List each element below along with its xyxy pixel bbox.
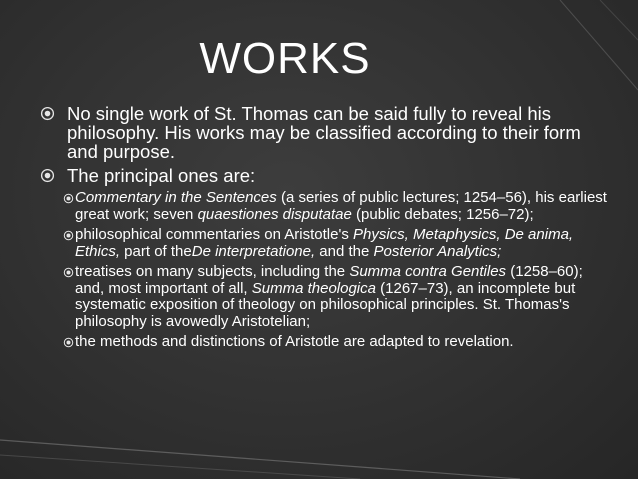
text-run: De interpretatione, [191, 242, 316, 260]
bullet-text: No single work of St. Thomas can be said fully to reveal his philosophy. His works may be classified according to their form and purpose. [67, 103, 581, 162]
text-run: (1267–73), an incomplete but systematic exposition of theology on philosophical principles. St. Thomas's philosophy is avowedly Aristotelian; [75, 279, 576, 330]
text-run: quaestiones disputatae [197, 205, 352, 223]
bullet-point [40, 104, 615, 161]
bullet-point [40, 166, 615, 185]
bullet-text: The principal ones are: [67, 165, 256, 186]
circle-target-icon [40, 168, 55, 183]
sub-bullet-text [75, 189, 607, 223]
circle-target-icon [63, 267, 74, 278]
text-run: (1258–60); and, most important of all, [75, 263, 583, 297]
sub-bullet-point [40, 264, 615, 330]
slide-content [40, 104, 615, 355]
text-run: (public debates; 1256–72); [351, 205, 534, 223]
text-run: Physics, Metaphysics, De anima, Ethics, [75, 226, 574, 260]
text-run: Summa theologica [251, 279, 376, 297]
circle-target-icon [63, 193, 74, 204]
text-run: the methods and distinctions of Aristotle are adapted to revelation. [75, 333, 514, 350]
text-run: (a series of public lectures; 1254–56), his earliest great work; seven [75, 189, 607, 223]
sub-bullet-point [40, 190, 615, 223]
sub-bullet-text [75, 226, 573, 260]
circle-target-icon [40, 106, 55, 121]
text-run: philosophical commentaries on Aristotle's [75, 226, 353, 243]
slide-title: WORKS [199, 34, 371, 83]
circle-target-icon [63, 337, 74, 348]
text-run: Summa contra Gentiles [349, 263, 507, 280]
text-run: Commentary in the Sentences [75, 189, 277, 206]
sub-bullet-text [75, 333, 514, 350]
sub-bullet-point [40, 227, 615, 260]
text-run: and the [315, 242, 374, 260]
text-run: part of the [120, 242, 192, 260]
sub-bullet-point [40, 334, 615, 351]
sub-bullet-text [75, 263, 583, 330]
text-run: Posterior Analytics; [373, 242, 502, 260]
sub-bullet-list [40, 190, 615, 351]
circle-target-icon [63, 230, 74, 241]
text-run: treatises on many subjects, including the [75, 263, 350, 280]
